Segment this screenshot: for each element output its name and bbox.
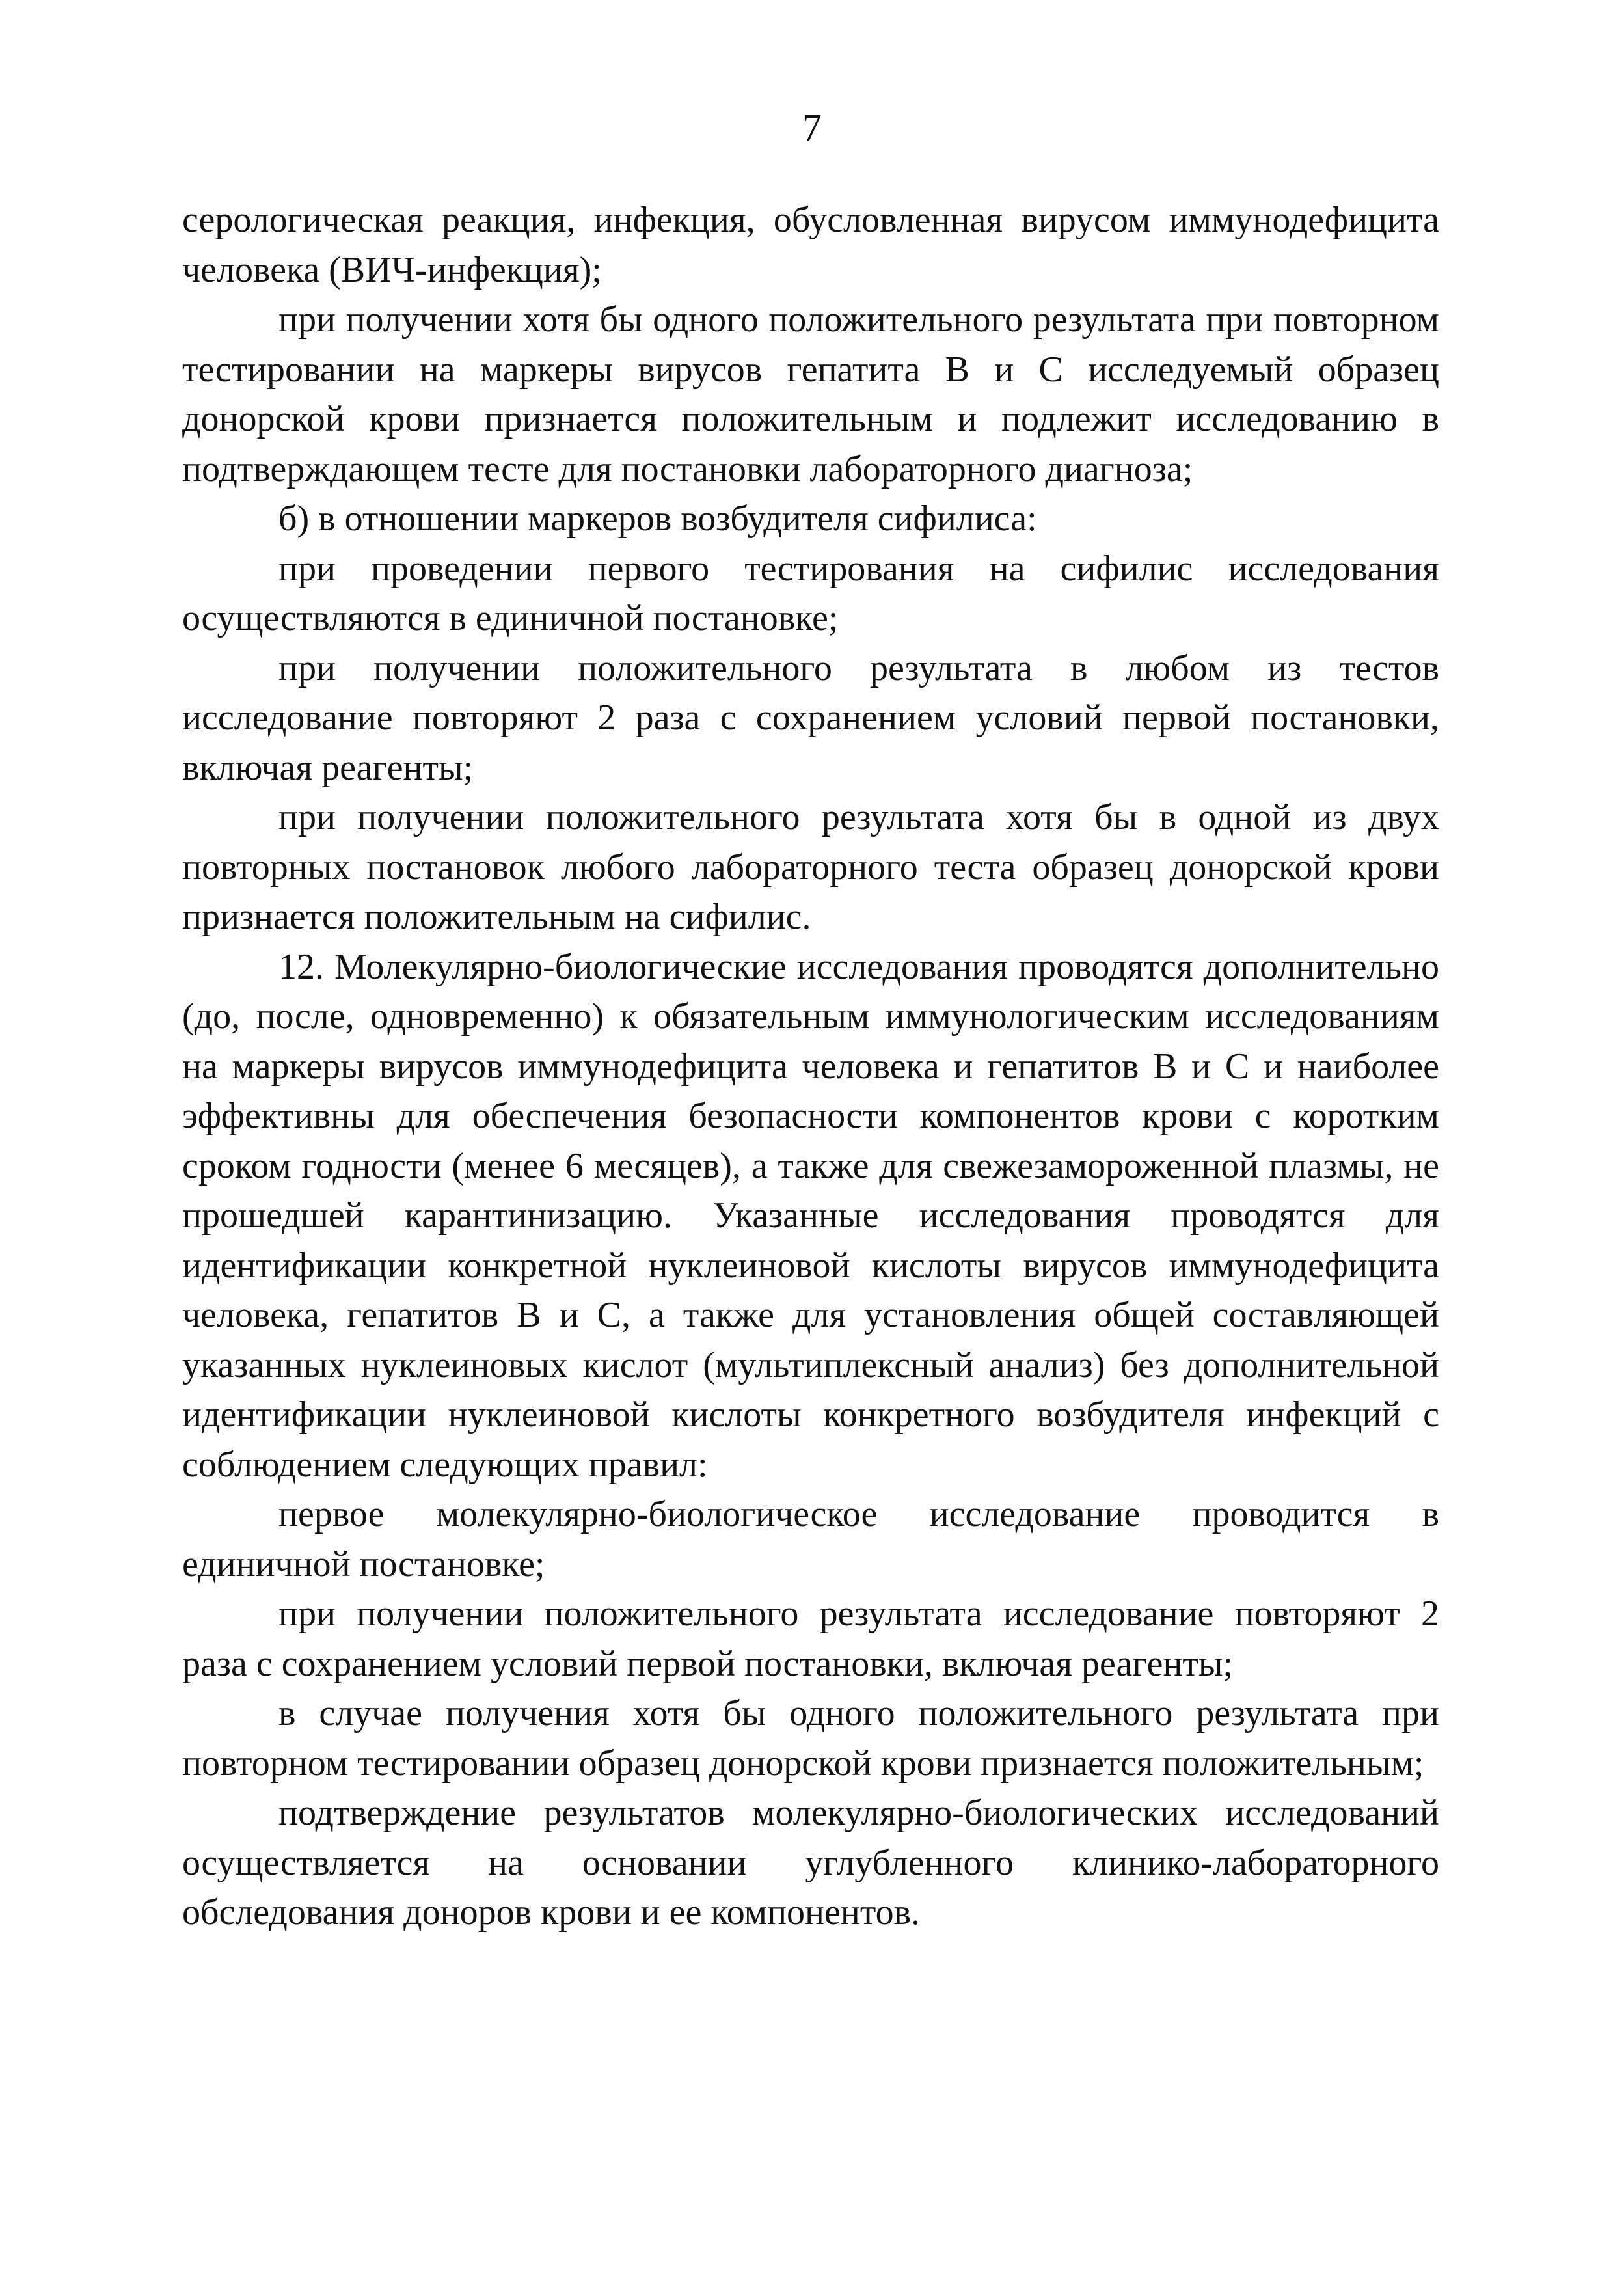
document-body (182, 195, 1439, 1938)
page-number: 7 (802, 106, 822, 149)
paragraph-syphilis-repeat: при получении положительного результата в любом из тестов исследование повторяют 2 раза с сохранением условий первой постановки, включая реагенты; (182, 647, 1439, 788)
paragraph-hepatitis-retest: при получении хотя бы одного положительного результата при повторном тестировании на маркеры вирусов гепатита В и С исследуемый образец донорской крови признается положительным и подлежит исследованию в подтверждающем тесте для постановки лабораторного диагноза; (182, 299, 1439, 489)
paragraph-molecular-confirmation: подтверждение результатов молекулярно-биологических исследований осуществляется на основании углубленного клинико-лабораторного обследования доноров крови и ее компонентов. (182, 1793, 1439, 1933)
paragraph-molecular-positive: в случае получения хотя бы одного положительного результата при повторном тестировании образец донорской крови признается положительным; (182, 1693, 1439, 1784)
paragraph-section-12: 12. Молекулярно-биологические исследования проводятся дополнительно (до, после, одновременно) к обязательным иммунологическим исследованиям на маркеры вирусов иммунодефицита человека и гепатитов В и С и наиболее эффективны для обеспечения безопасности компонентов крови с коротким сроком годности (менее 6 месяцев), а также для свежезамороженной плазмы, не прошедшей карантинизацию. Указанные исследования проводятся для идентификации конкретной нуклеиновой кислоты вирусов иммунодефицита человека, гепатитов В и С, а также для установления общей составляющей указанных нуклеиновых кислот (мультиплексный анализ) без дополнительной идентификации нуклеиновой кислоты конкретного возбудителя инфекций с соблюдением следующих правил: (182, 946, 1439, 1485)
paragraph-continuation: серологическая реакция, инфекция, обусловленная вирусом иммунодефицита человека (ВИЧ-инфекция); (182, 200, 1439, 290)
paragraph-molecular-repeat: при получении положительного результата исследование повторяют 2 раза с сохранением условий первой постановки, включая реагенты; (182, 1594, 1439, 1684)
paragraph-syphilis-positive: при получении положительного результата хотя бы в одной из двух повторных постановок любого лабораторного теста образец донорской крови признается положительным на сифилис. (182, 797, 1439, 937)
paragraph-molecular-first: первое молекулярно-биологическое исследование проводится в единичной постановке; (182, 1494, 1439, 1584)
paragraph-syphilis-heading: б) в отношении маркеров возбудителя сифилиса: (278, 498, 1037, 539)
paragraph-syphilis-first-test: при проведении первого тестирования на сифилис исследования осуществляются в единичной постановке; (182, 548, 1439, 638)
